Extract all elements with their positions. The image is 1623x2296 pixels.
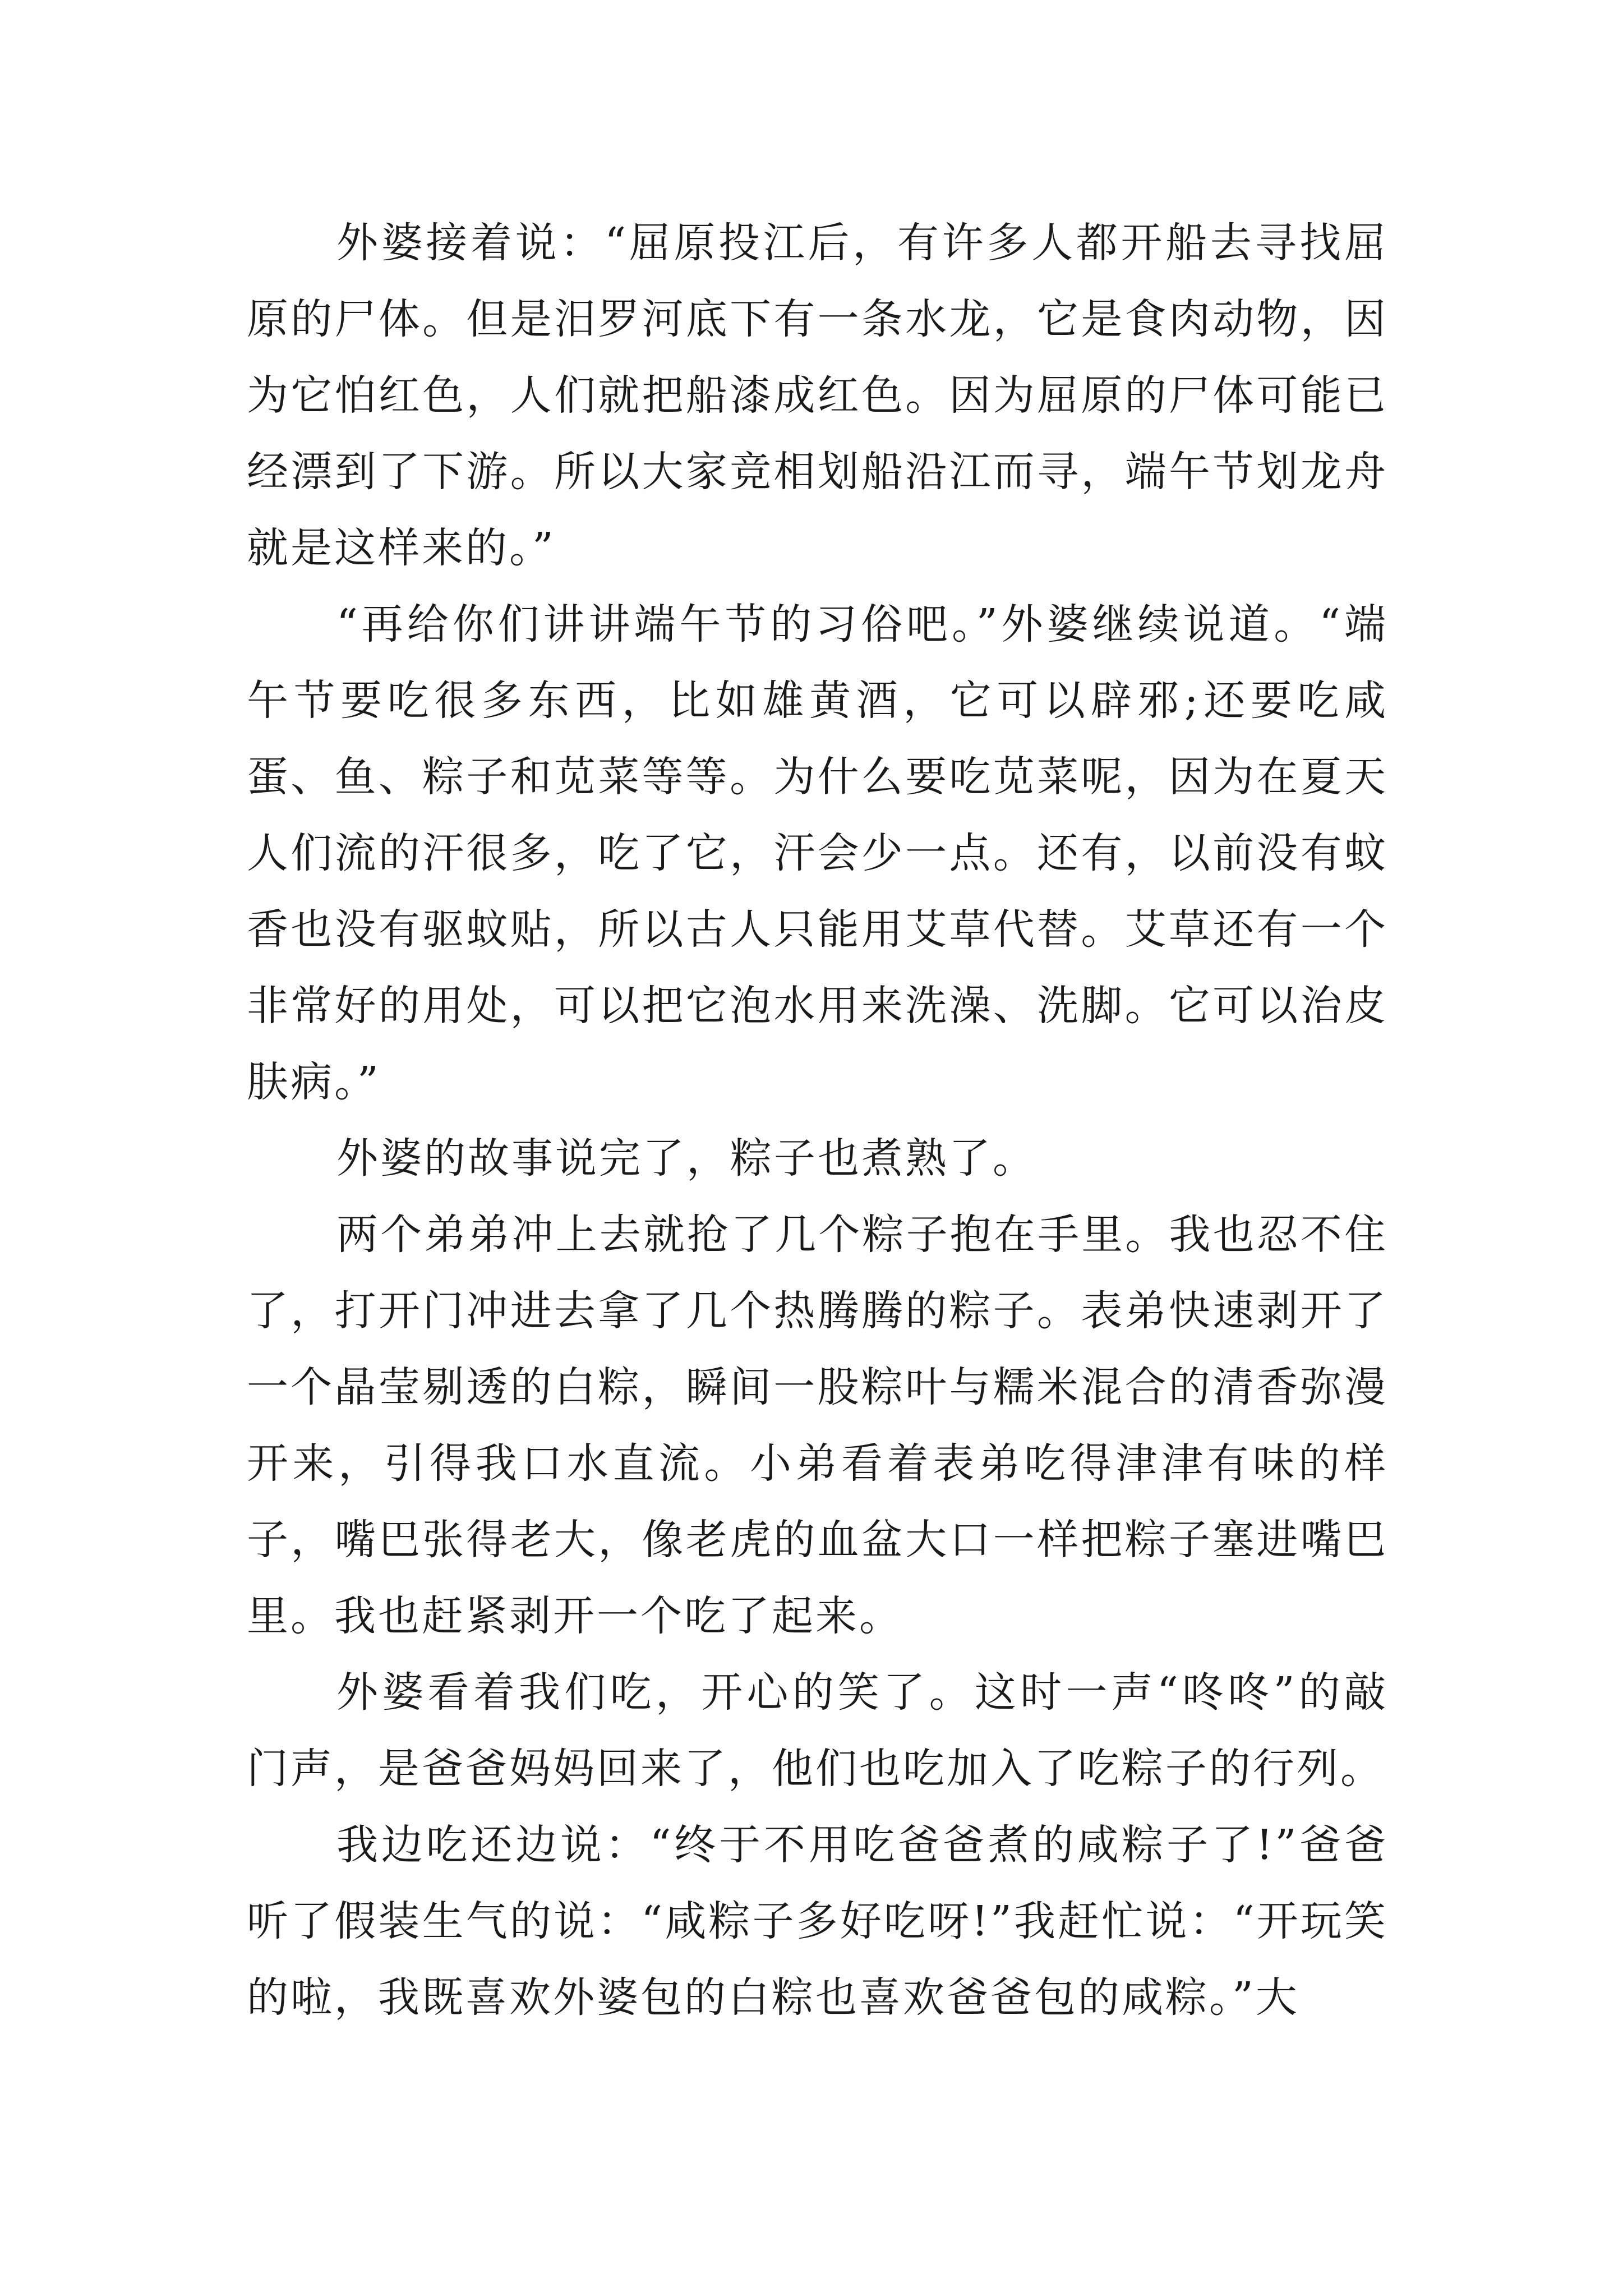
- paragraph-2: “再给你们讲讲端午节的习俗吧。”外婆继续说道。“端午节要吃很多东西，比如雄黄酒，它可以辟邪;还要吃咸蛋、鱼、粽子和苋菜等等。为什么要吃苋菜呢，因为在夏天人们流的汗很多，吃了它，汗会少一点。还有，以前没有蚊香也没有驱蚊贴，所以古人只能用艾草代替。艾草还有一个非常好的用处，可以把它泡水用来洗澡、洗脚。它可以治皮肤病。”: [247, 600, 1388, 1106]
- paragraph-3: 外婆的故事说完了，粽子也煮熟了。: [336, 1134, 1036, 1182]
- paragraph-4: 两个弟弟冲上去就抢了几个粽子抱在手里。我也忍不住了，打开门冲进去拿了几个热腾腾的粽子。表弟快速剥开了一个晶莹剔透的白粽，瞬间一股粽叶与糯米混合的清香弥漫开来，引得我口水直流。小弟看着表弟吃得津津有味的样子，嘴巴张得老大，像老虎的血盆大口一样把粽子塞进嘴巴里。我也赶紧剥开一个吃了起来。: [247, 1211, 1388, 1640]
- paragraph-5: 外婆看着我们吃，开心的笑了。这时一声“咚咚”的敲门声，是爸爸妈妈回来了，他们也吃加入了吃粽子的行列。: [247, 1668, 1388, 1793]
- paragraph-1: 外婆接着说：“屈原投江后，有许多人都开船去寻找屈原的尸体。但是汨罗河底下有一条水龙，它是食肉动物，因为它怕红色，人们就把船漆成红色。因为屈原的尸体可能已经漂到了下游。所以大家竞相划船沿江而寻，端午节划龙舟就是这样来的。”: [247, 219, 1388, 572]
- paragraph-6: 我边吃还边说：“终于不用吃爸爸煮的咸粽子了!”爸爸听了假装生气的说：“咸粽子多好吃呀!”我赶忙说：“开玩笑的啦，我既喜欢外婆包的白粽也喜欢爸爸包的咸粽。”大: [247, 1821, 1388, 2022]
- body-text: [247, 205, 1388, 2036]
